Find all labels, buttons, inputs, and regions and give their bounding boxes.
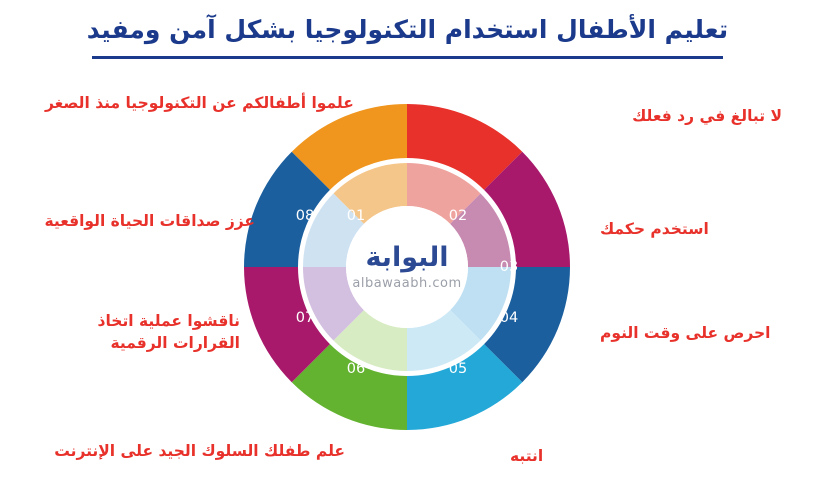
- segment-label-03: استخدم حكمك: [600, 220, 709, 238]
- segment-label-08: عزز صداقات الحياة الواقعية: [44, 212, 255, 230]
- segment-number-08: 08: [295, 208, 315, 224]
- page-title: تعليم الأطفال استخدام التكنولوجيا بشكل آمن ومفيد: [86, 15, 729, 44]
- segment-label-04: احرص على وقت النوم: [600, 324, 771, 342]
- segment-label-07: ناقشوا عملية اتخاذ القرارات الرقمية: [97, 312, 240, 353]
- segment-number-07: 07: [295, 310, 315, 326]
- center-hub: [346, 206, 468, 328]
- segment-number-05: 05: [448, 361, 468, 377]
- segment-number-02: 02: [448, 208, 468, 224]
- segment-number-06: 06: [346, 361, 366, 377]
- title-underline: [92, 56, 723, 59]
- segment-number-01: 01: [346, 208, 366, 224]
- donut-wheel: [244, 104, 570, 430]
- segment-label-05: انتبه: [510, 447, 544, 465]
- segment-label-01: علموا أطفالكم عن التكنولوجيا منذ الصغر: [45, 94, 354, 112]
- brand-logo-latin: albawaabh.com: [352, 276, 462, 291]
- segment-number-03: 03: [499, 259, 519, 275]
- brand-logo-arabic: البوابة: [365, 242, 449, 273]
- segment-label-06: علم طفلك السلوك الجيد على الإنترنت: [54, 442, 345, 460]
- segment-label-02: لا تبالغ في رد فعلك: [632, 107, 782, 125]
- segment-number-04: 04: [499, 310, 519, 326]
